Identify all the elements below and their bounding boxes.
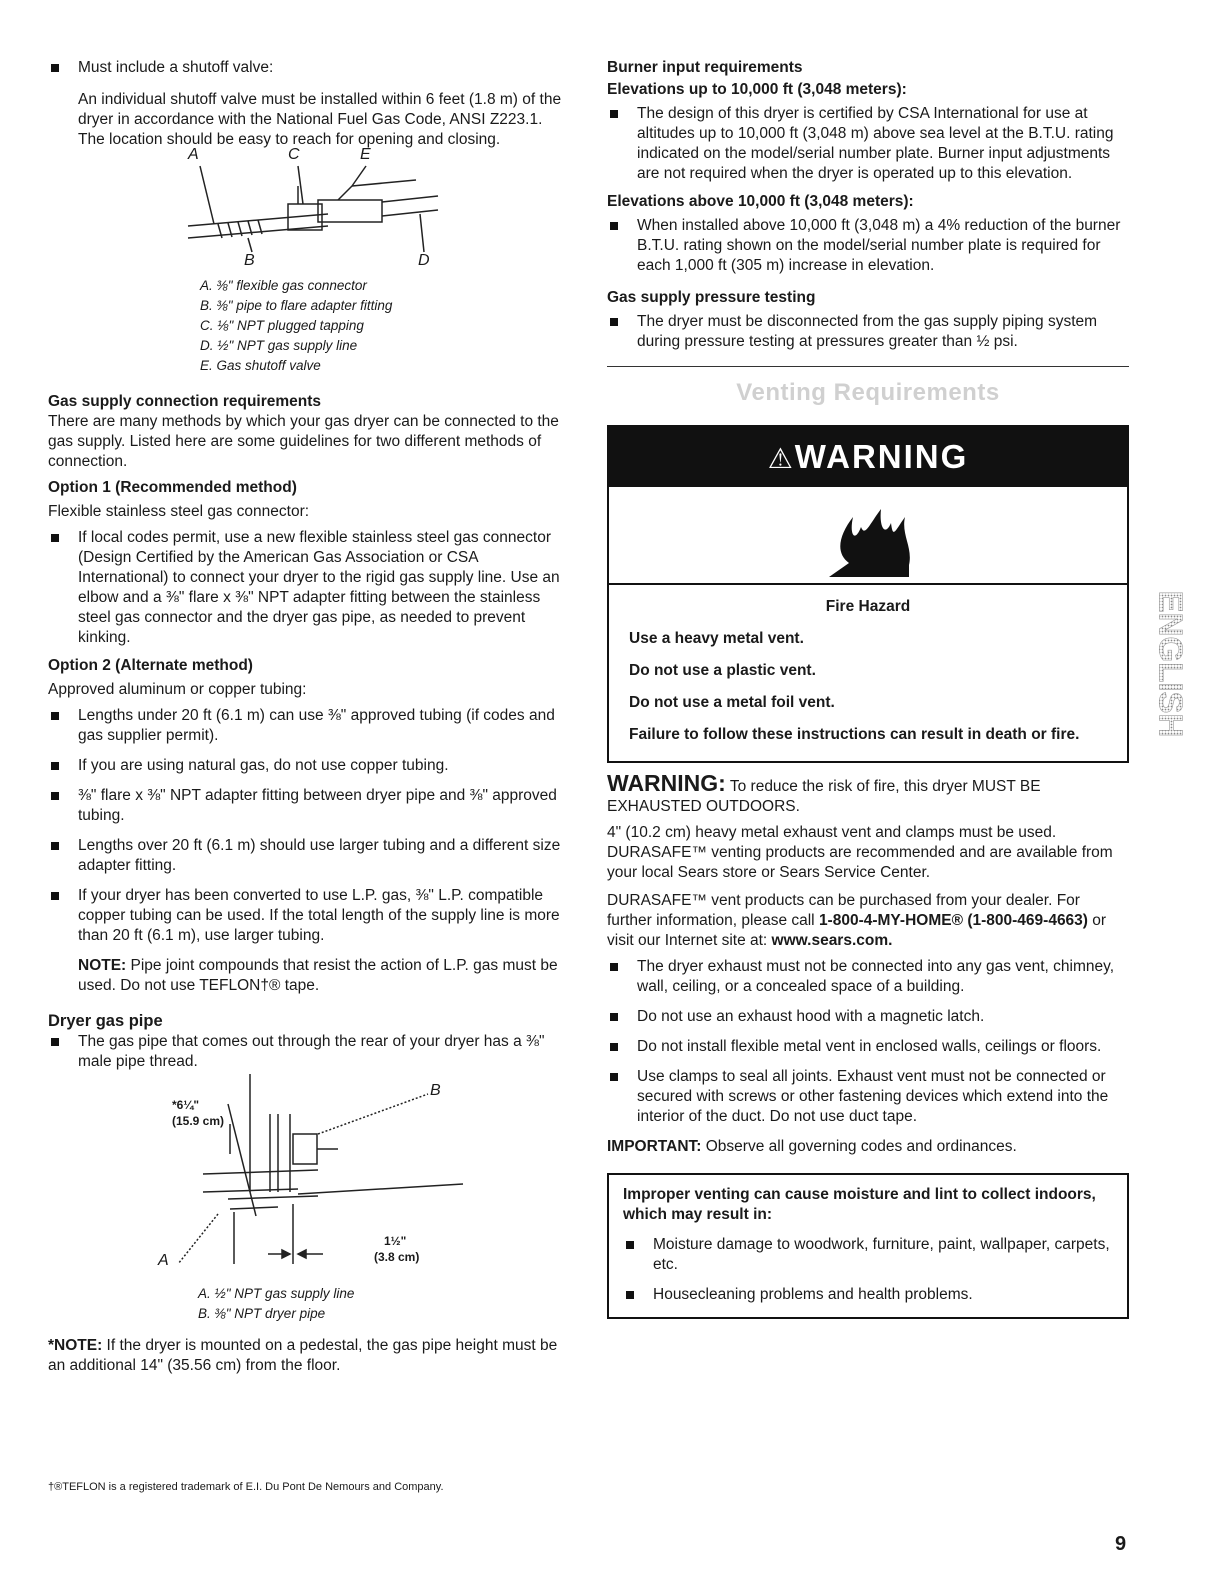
- warning-body: [609, 585, 1127, 761]
- page-number: 9: [1115, 1533, 1127, 1555]
- warning-triangle-icon: ⚠: [767, 443, 795, 474]
- warning-statement: [607, 770, 1129, 817]
- warning-line: Do not use a plastic vent.: [629, 662, 816, 679]
- option2-note: [48, 956, 570, 996]
- diagram2-caption-b: B. ⅜" NPT dryer pipe: [198, 1306, 326, 1321]
- dryer-pipe-heading: Dryer gas pipe: [48, 1012, 163, 1030]
- option2-bullet: ⅜" flare x ⅜" NPT adapter fitting between dryer pipe and ⅜" approved tubing.: [48, 786, 570, 826]
- vent-paragraph-2: [607, 891, 1129, 951]
- note-label: NOTE:: [78, 957, 127, 974]
- warning-line: Failure to follow these instructions can result in death or fire.: [629, 726, 1080, 743]
- diagram1-label-b: B: [244, 252, 255, 269]
- moisture-warning-box: [607, 1173, 1129, 1319]
- diagram1-label-c: C: [288, 146, 300, 163]
- option2-bullet: If your dryer has been converted to use L.P. gas, ⅜" L.P. compatible copper tubing can be used. If the total length of the supply line is more than 20 ft (6.1 m), use larger tubing.: [48, 886, 570, 946]
- note-text: Pipe joint compounds that resist the action of L.P. gas must be used. Do not use TEFLON†® tape.: [78, 957, 558, 994]
- burner-heading: Burner input requirements: [607, 59, 803, 76]
- fire-hazard-icon: [609, 487, 1127, 585]
- diagram1-caption-a: A. ⅜" flexible gas connector: [200, 278, 367, 293]
- dim1-b: (15.9 cm): [172, 1114, 225, 1128]
- connection-heading: Gas supply connection requirements: [48, 393, 322, 410]
- shutoff-valve-drawing: [148, 156, 488, 276]
- pressure-bullet: The dryer must be disconnected from the gas supply piping system during pressure testing at pressures greater than ½ psi.: [607, 312, 1129, 352]
- important-text: Observe all governing codes and ordinances.: [701, 1138, 1017, 1155]
- warning-line: Use a heavy metal vent.: [629, 630, 804, 647]
- option1-bullet: If local codes permit, use a new flexible stainless steel gas connector (Design Certified by the American Gas Association or CSA International) to connect your dryer to the rigid gas supply line. Use an elbow and a ⅜" flare x ⅜" NPT adapter fitting between the stainless steel gas connector and the dryer gas pipe, as needed to prevent kinking.: [48, 528, 570, 648]
- phone-number: 1-800-4-MY-HOME®: [818, 912, 964, 929]
- fire-icon: [809, 487, 929, 583]
- left-column: [48, 58, 570, 1376]
- shutoff-valve-diagram: [148, 146, 488, 276]
- vent-bullet: The dryer exhaust must not be connected into any gas vent, chimney, wall, ceiling, or a concealed space of a building.: [607, 957, 1129, 997]
- vent-bullet: Do not use an exhaust hood with a magnetic latch.: [607, 1007, 1129, 1027]
- diagram2-label-b: B: [430, 1082, 441, 1099]
- diagram1-label-d: D: [418, 252, 430, 269]
- diagram1-caption-c: C. ⅛" NPT plugged tapping: [200, 318, 364, 333]
- shutoff-text: An individual shutoff valve must be installed within 6 feet (1.8 m) of the dryer in accordance with the National Fuel Gas Code, ANSI Z223.1. The location should be easy to reach for opening and closing.: [78, 91, 562, 148]
- shutoff-bullet: Must include a shutoff valve:: [48, 58, 570, 78]
- pedestal-note: [48, 1336, 570, 1376]
- diagram1-label-a: A: [188, 146, 199, 163]
- dim2-b: (3.8 cm): [374, 1250, 420, 1264]
- option1-subtitle: Flexible stainless steel gas connector:: [48, 503, 310, 520]
- option2-bullet: If you are using natural gas, do not use copper tubing.: [48, 756, 570, 776]
- burner-bullet-2: When installed above 10,000 ft (3,048 m) a 4% reduction of the burner B.T.U. rating shown on the model/serial number plate is required for each 1,000 ft (305 m) increase in elevation.: [607, 216, 1129, 276]
- important-note: [607, 1137, 1129, 1157]
- moisture-heading: Improper venting can cause moisture and lint to collect indoors, which may result in:: [623, 1186, 1096, 1223]
- diagram1-captions: [200, 276, 570, 376]
- warning-line: Do not use a metal foil vent.: [629, 694, 835, 711]
- option1-heading: Option 1 (Recommended method): [48, 479, 297, 496]
- connection-text: There are many methods by which your gas dryer can be connected to the gas supply. Listed here are some guidelines for two different methods of connection.: [48, 413, 559, 470]
- warning-banner-text: WARNING: [794, 438, 969, 475]
- dryer-pipe-bullet: The gas pipe that comes out through the rear of your dryer has a ⅜" male pipe thread.: [48, 1032, 570, 1072]
- dryer-pipe-diagram: [118, 1074, 558, 1284]
- teflon-footnote: †®TEFLON is a registered trademark of E.I. Du Pont De Nemours and Company.: [48, 1481, 444, 1493]
- diagram2-label-a: A: [158, 1252, 169, 1269]
- side-tab-label: ENGLISH: [1152, 590, 1190, 738]
- dim2-a: 1½": [384, 1234, 407, 1248]
- right-column: [607, 58, 1129, 1319]
- pedestal-note-label: *NOTE:: [48, 1337, 103, 1354]
- burner-sub1: Elevations up to 10,000 ft (3,048 meters):: [607, 81, 907, 98]
- sears-website: www.sears.com.: [771, 932, 893, 949]
- diagram2-captions: [198, 1284, 570, 1324]
- warning-statement-label: WARNING:: [607, 770, 726, 796]
- option2-subtitle: Approved aluminum or copper tubing:: [48, 681, 307, 698]
- section-divider: [607, 366, 1129, 367]
- moisture-bullet: Housecleaning problems and health problems.: [623, 1285, 1113, 1305]
- vent-bullet: Use clamps to seal all joints. Exhaust vent must not be connected or secured with screws or other fastening devices which extend into the interior of the duct. Do not use duct tape.: [607, 1067, 1129, 1127]
- option2-heading: Option 2 (Alternate method): [48, 657, 253, 674]
- warning-banner: [609, 427, 1127, 487]
- dim1-a: *6¼": [172, 1098, 200, 1112]
- para2-text1: DURASAFE™ vent products can be purchased from your dealer. For further information, please call: [607, 892, 1080, 929]
- venting-heading: Venting Requirements: [736, 379, 1000, 406]
- pedestal-note-text: If the dryer is mounted on a pedestal, the gas pipe height must be an additional 14" (35.56 cm) from the floor.: [48, 1337, 558, 1374]
- diagram1-caption-b: B. ⅜" pipe to flare adapter fitting: [200, 298, 393, 313]
- vent-paragraph-1: 4" (10.2 cm) heavy metal exhaust vent and clamps must be used. DURASAFE™ venting products are recommended and are available from your local Sears store or Sears Service Center.: [607, 824, 1113, 881]
- phone-number-digits: (1-800-469-4663): [967, 912, 1088, 929]
- fire-hazard-title: Fire Hazard: [825, 598, 911, 615]
- option2-bullet: Lengths under 20 ft (6.1 m) can use ⅜" approved tubing (if codes and gas supplier permit).: [48, 706, 570, 746]
- option2-bullet: Lengths over 20 ft (6.1 m) should use larger tubing and a different size adapter fitting.: [48, 836, 570, 876]
- burner-bullet-1: The design of this dryer is certified by CSA International for use at altitudes up to 10,000 ft (3,048 m) above sea level at the B.T.U. rating indicated on the model/serial number plate. Burner input adjustments are not required when the dryer is operated up to this elevation.: [607, 104, 1129, 184]
- burner-sub2: Elevations above 10,000 ft (3,048 meters):: [607, 193, 914, 210]
- language-side-tab: [1152, 566, 1190, 762]
- diagram1-caption-d: D. ½" NPT gas supply line: [200, 338, 358, 353]
- diagram1-label-e: E: [360, 146, 371, 163]
- moisture-bullet: Moisture damage to woodwork, furniture, paint, wallpaper, carpets, etc.: [623, 1235, 1113, 1275]
- diagram1-caption-e: E. Gas shutoff valve: [200, 358, 321, 373]
- warning-box: [607, 425, 1129, 763]
- pressure-heading: Gas supply pressure testing: [607, 289, 816, 306]
- warning-statement-text: To reduce the risk of fire, this dryer MUST BE EXHAUSTED OUTDOORS.: [607, 778, 1041, 815]
- english-tab-graphic: [1152, 566, 1190, 762]
- diagram2-caption-a: A. ½" NPT gas supply line: [198, 1286, 355, 1301]
- para2-text2: or visit our Internet site at:: [607, 912, 1107, 949]
- important-label: IMPORTANT:: [607, 1138, 702, 1155]
- vent-bullet: Do not install flexible metal vent in enclosed walls, ceilings or floors.: [607, 1037, 1129, 1057]
